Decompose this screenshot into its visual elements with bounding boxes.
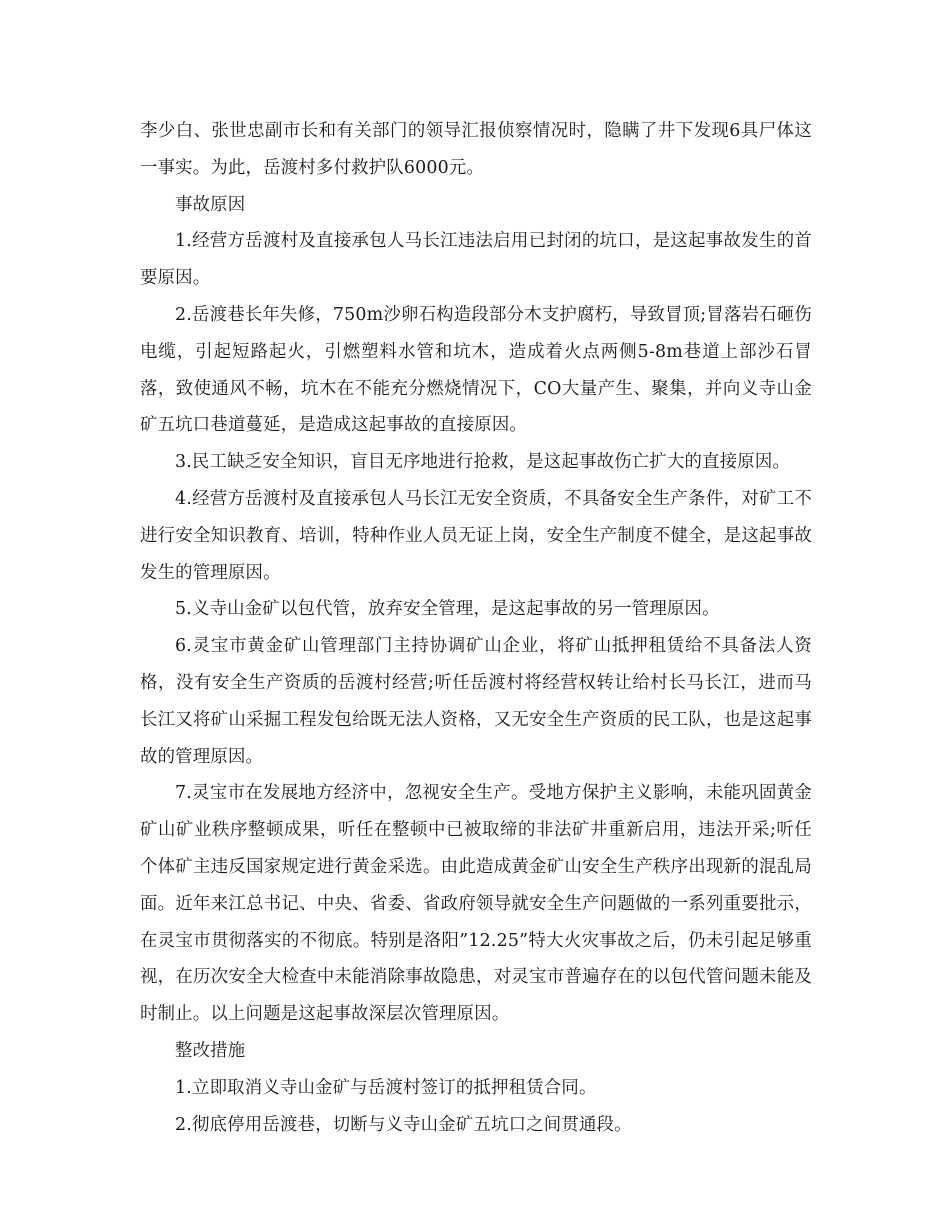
section-heading-accident-causes: 事故原因 <box>175 194 246 215</box>
cause-item-4: 4.经营方岳渡村及直接承包人马长江无安全资质，不具备安全生产条件，对矿工不进行安全知识教育、培训，特种作业人员无证上岗，安全生产制度不健全，是这起事故发生的管理原因。 <box>140 488 812 583</box>
measure-item-2: 2.彻底停用岳渡巷，切断与义寺山金矿五坑口之间贯通段。 <box>175 1114 632 1135</box>
document-body <box>140 113 812 1143</box>
cause-item-7: 7.灵宝市在发展地方经济中，忽视安全生产。受地方保护主义影响，未能巩固黄金矿山矿业秩序整顿成果，听任在整顿中已被取缔的非法矿井重新启用，违法开采;听任个体矿主违反国家规定进行黄金采选。由此造成黄金矿山安全生产秩序出现新的混乱局面。近年来江总书记、中央、省委、省政府领导就安全生产问题做的一系列重要批示，在灵宝市贯彻落实的不彻底。特别是洛阳”12.25”特大火灾事故之后，仍未引起足够重视，在历次安全大检查中未能消除事故隐患，对灵宝市普遍存在的以包代管问题未能及时制止。以上问题是这起事故深层次管理原因。 <box>140 783 812 1025</box>
cause-item-3: 3.民工缺乏安全知识，盲目无序地进行抢救，是这起事故伤亡扩大的直接原因。 <box>175 452 791 473</box>
measure-item-1: 1.立即取消义寺山金矿与岳渡村签订的抵押租赁合同。 <box>175 1077 597 1098</box>
cause-item-1: 1.经营方岳渡村及直接承包人马长江违法启用已封闭的坑口，是这起事故发生的首要原因。 <box>140 231 812 289</box>
cause-item-5: 5.义寺山金矿以包代管，放弃安全管理，是这起事故的另一管理原因。 <box>175 599 720 620</box>
cause-item-2: 2.岳渡巷长年失修，750m沙卵石构造段部分木支护腐朽，导致冒顶;冒落岩石砸伤电缆，引起短路起火，引燃塑料水管和坑木，造成着火点两侧5-8m巷道上部沙石冒落，致使通风不畅，坑木在不能充分燃烧情况下，CO大量产生、聚集，并向义寺山金矿五坑口巷道蔓延，是造成这起事故的直接原因。 <box>140 304 812 436</box>
section-heading-rectification: 整改措施 <box>175 1040 246 1061</box>
paragraph-continuation: 李少白、张世忠副市长和有关部门的领导汇报侦察情况时，隐瞒了井下发现6具尸体这一事实。为此，岳渡村多付救护队6000元。 <box>140 121 812 178</box>
cause-item-6: 6.灵宝市黄金矿山管理部门主持协调矿山企业，将矿山抵押租赁给不具备法人资格，没有安全生产资质的岳渡村经营;听任岳渡村将经营权转让给村长马长江，进而马长江又将矿山采掘工程发包给既无法人资格，又无安全生产资质的民工队，也是这起事故的管理原因。 <box>140 636 812 767</box>
